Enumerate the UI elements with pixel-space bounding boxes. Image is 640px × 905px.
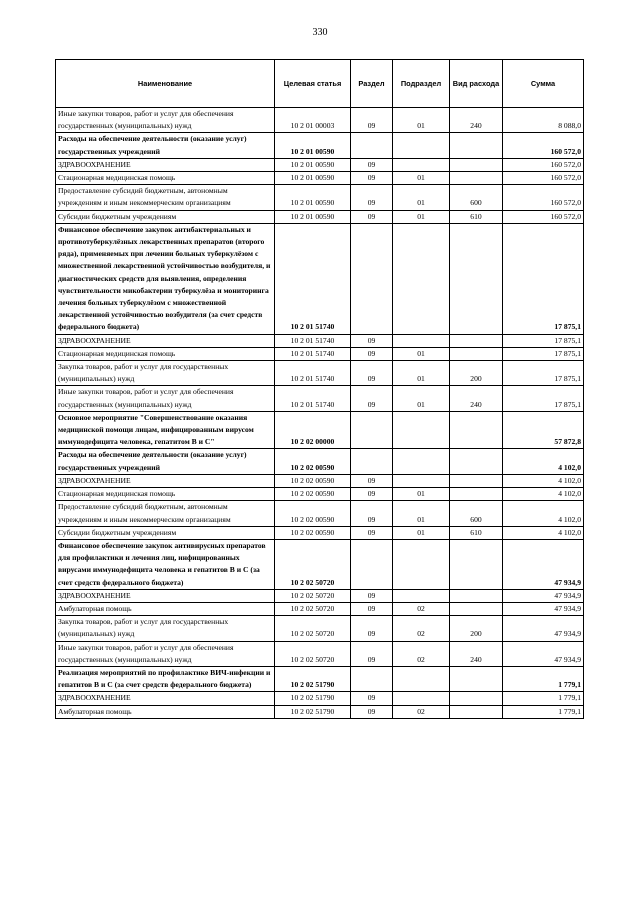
cell-expense-type <box>450 705 503 718</box>
cell-sum: 17 875,1 <box>503 223 584 334</box>
header-subsection: Подраздел <box>393 60 450 108</box>
cell-sum: 57 872,8 <box>503 411 584 449</box>
cell-sum: 1 779,1 <box>503 692 584 705</box>
cell-sum: 47 934,9 <box>503 589 584 602</box>
cell-target: 10 2 02 00000 <box>275 411 351 449</box>
cell-target: 10 2 02 50720 <box>275 589 351 602</box>
cell-sum: 17 875,1 <box>503 361 584 386</box>
table-row <box>56 641 584 666</box>
cell-section: 09 <box>351 158 393 171</box>
cell-sum: 17 875,1 <box>503 347 584 360</box>
cell-sum: 160 572,0 <box>503 158 584 171</box>
table-row <box>56 185 584 210</box>
cell-target: 10 2 01 51740 <box>275 361 351 386</box>
cell-name: Стационарная медицинская помощь <box>56 347 275 360</box>
table-header-row <box>56 60 584 108</box>
cell-sum: 160 572,0 <box>503 172 584 185</box>
cell-target: 10 2 01 51740 <box>275 223 351 334</box>
cell-sum: 17 875,1 <box>503 334 584 347</box>
cell-section: 09 <box>351 705 393 718</box>
table-row <box>56 539 584 589</box>
cell-target: 10 2 02 51790 <box>275 692 351 705</box>
cell-expense-type <box>450 449 503 474</box>
table-row <box>56 602 584 615</box>
cell-expense-type <box>450 172 503 185</box>
table-row <box>56 616 584 641</box>
cell-target: 10 2 01 00590 <box>275 158 351 171</box>
cell-name: Основное мероприятие "Совершенствование оказания медицинской помощи лицам, инфицированным вирусом иммунодефицита человека, гепатитом В и С" <box>56 411 275 449</box>
cell-subsection <box>393 158 450 171</box>
cell-section: 09 <box>351 641 393 666</box>
cell-name: Реализация мероприятий по профилактике ВИЧ-инфекции и гепатитов В и С (за счет средств федерального бюджета) <box>56 666 275 691</box>
cell-section <box>351 539 393 589</box>
cell-expense-type: 200 <box>450 616 503 641</box>
cell-expense-type: 240 <box>450 641 503 666</box>
cell-name: Предоставление субсидий бюджетным, автономным учреждениям и иным некоммерческим организациям <box>56 501 275 526</box>
cell-subsection: 01 <box>393 386 450 411</box>
cell-subsection: 01 <box>393 347 450 360</box>
cell-target: 10 2 02 50720 <box>275 616 351 641</box>
cell-sum: 160 572,0 <box>503 185 584 210</box>
cell-expense-type: 610 <box>450 210 503 223</box>
cell-name: Расходы на обеспечение деятельности (оказание услуг) государственных учреждений <box>56 449 275 474</box>
table-row <box>56 223 584 334</box>
cell-target: 10 2 01 00003 <box>275 108 351 133</box>
cell-expense-type <box>450 666 503 691</box>
cell-name: Расходы на обеспечение деятельности (оказание услуг) государственных учреждений <box>56 133 275 158</box>
cell-section: 09 <box>351 108 393 133</box>
cell-expense-type <box>450 158 503 171</box>
cell-sum: 4 102,0 <box>503 449 584 474</box>
table-row <box>56 474 584 487</box>
cell-name: ЗДРАВООХРАНЕНИЕ <box>56 474 275 487</box>
cell-section <box>351 133 393 158</box>
cell-expense-type: 610 <box>450 526 503 539</box>
cell-subsection <box>393 411 450 449</box>
cell-target: 10 2 02 51790 <box>275 666 351 691</box>
cell-name: Иные закупки товаров, работ и услуг для обеспечения государственных (муниципальных) нужд <box>56 641 275 666</box>
header-section: Раздел <box>351 60 393 108</box>
cell-subsection <box>393 589 450 602</box>
cell-section <box>351 449 393 474</box>
cell-expense-type <box>450 474 503 487</box>
cell-name: Иные закупки товаров, работ и услуг для обеспечения государственных (муниципальных) нужд <box>56 386 275 411</box>
table-row <box>56 334 584 347</box>
cell-expense-type <box>450 589 503 602</box>
table-row <box>56 133 584 158</box>
cell-expense-type <box>450 411 503 449</box>
cell-subsection <box>393 133 450 158</box>
cell-target: 10 2 02 00590 <box>275 449 351 474</box>
cell-subsection: 01 <box>393 526 450 539</box>
cell-target: 10 2 02 50720 <box>275 641 351 666</box>
cell-target: 10 2 01 00590 <box>275 185 351 210</box>
table-row <box>56 158 584 171</box>
cell-name: ЗДРАВООХРАНЕНИЕ <box>56 158 275 171</box>
table-row <box>56 692 584 705</box>
cell-section: 09 <box>351 589 393 602</box>
cell-subsection <box>393 474 450 487</box>
cell-subsection <box>393 692 450 705</box>
table-row <box>56 347 584 360</box>
cell-sum: 4 102,0 <box>503 474 584 487</box>
cell-sum: 4 102,0 <box>503 488 584 501</box>
cell-subsection: 01 <box>393 501 450 526</box>
cell-name: Амбулаторная помощь <box>56 705 275 718</box>
cell-target: 10 2 01 51740 <box>275 347 351 360</box>
header-target: Целевая статья <box>275 60 351 108</box>
cell-expense-type <box>450 347 503 360</box>
table-row <box>56 386 584 411</box>
cell-section: 09 <box>351 185 393 210</box>
table-row <box>56 210 584 223</box>
cell-subsection <box>393 539 450 589</box>
table-row <box>56 705 584 718</box>
cell-section: 09 <box>351 602 393 615</box>
cell-target: 10 2 01 00590 <box>275 133 351 158</box>
table-row <box>56 488 584 501</box>
cell-expense-type <box>450 223 503 334</box>
cell-section <box>351 411 393 449</box>
cell-name: Амбулаторная помощь <box>56 602 275 615</box>
cell-name: ЗДРАВООХРАНЕНИЕ <box>56 589 275 602</box>
cell-section: 09 <box>351 526 393 539</box>
cell-subsection: 01 <box>393 108 450 133</box>
cell-subsection: 02 <box>393 641 450 666</box>
table-row <box>56 172 584 185</box>
cell-name: Предоставление субсидий бюджетным, автономным учреждениям и иным некоммерческим организациям <box>56 185 275 210</box>
cell-sum: 160 572,0 <box>503 133 584 158</box>
cell-target: 10 2 01 00590 <box>275 210 351 223</box>
cell-target: 10 2 02 00590 <box>275 501 351 526</box>
cell-name: Субсидии бюджетным учреждениям <box>56 526 275 539</box>
cell-target: 10 2 02 00590 <box>275 526 351 539</box>
cell-subsection: 01 <box>393 185 450 210</box>
page-number: 330 <box>312 27 328 38</box>
cell-name: Закупка товаров, работ и услуг для государственных (муниципальных) нужд <box>56 361 275 386</box>
cell-target: 10 2 02 50720 <box>275 602 351 615</box>
cell-sum: 1 779,1 <box>503 705 584 718</box>
cell-target: 10 2 01 00590 <box>275 172 351 185</box>
cell-expense-type <box>450 692 503 705</box>
cell-target: 10 2 02 51790 <box>275 705 351 718</box>
cell-expense-type: 240 <box>450 108 503 133</box>
cell-section <box>351 223 393 334</box>
cell-section: 09 <box>351 488 393 501</box>
cell-section: 09 <box>351 501 393 526</box>
cell-expense-type: 600 <box>450 185 503 210</box>
budget-table <box>55 59 584 719</box>
table-row <box>56 666 584 691</box>
cell-section: 09 <box>351 616 393 641</box>
cell-expense-type: 240 <box>450 386 503 411</box>
cell-subsection <box>393 223 450 334</box>
cell-sum: 47 934,9 <box>503 641 584 666</box>
cell-name: Финансовое обеспечение закупок антивирусных препаратов для профилактики и лечения лиц, инфицированных вирусами иммунодефицита человека и гепатитов В и С (за счет средств федерального бюджета) <box>56 539 275 589</box>
cell-section: 09 <box>351 172 393 185</box>
cell-subsection <box>393 449 450 474</box>
cell-expense-type: 600 <box>450 501 503 526</box>
cell-subsection <box>393 334 450 347</box>
cell-expense-type <box>450 602 503 615</box>
cell-expense-type <box>450 488 503 501</box>
table-row <box>56 589 584 602</box>
cell-section: 09 <box>351 334 393 347</box>
table-row <box>56 361 584 386</box>
cell-name: Финансовое обеспечение закупок антибактериальных и противотуберкулёзных лекарственных препаратов (второго ряда), применяемых при лечении больных туберкулёзом с множественной лекарственной устойчивостью возбудителя, и диагностических средств для выявления, определения чувствительности микобактерии туберкулёза и мониторинга лечения больных туберкулёзом с множественной лекарственной устойчивостью возбудителя (за счет средств федерального бюджета) <box>56 223 275 334</box>
cell-sum: 8 088,0 <box>503 108 584 133</box>
cell-sum: 47 934,9 <box>503 602 584 615</box>
cell-subsection: 01 <box>393 361 450 386</box>
cell-section: 09 <box>351 386 393 411</box>
cell-name: Стационарная медицинская помощь <box>56 488 275 501</box>
table-row <box>56 501 584 526</box>
cell-section: 09 <box>351 210 393 223</box>
cell-subsection: 02 <box>393 616 450 641</box>
cell-sum: 4 102,0 <box>503 526 584 539</box>
cell-subsection: 02 <box>393 705 450 718</box>
cell-section: 09 <box>351 692 393 705</box>
cell-name: Стационарная медицинская помощь <box>56 172 275 185</box>
cell-target: 10 2 02 50720 <box>275 539 351 589</box>
cell-sum: 160 572,0 <box>503 210 584 223</box>
cell-expense-type: 200 <box>450 361 503 386</box>
cell-sum: 1 779,1 <box>503 666 584 691</box>
cell-subsection: 01 <box>393 210 450 223</box>
table-body <box>56 108 584 719</box>
cell-sum: 17 875,1 <box>503 386 584 411</box>
cell-sum: 47 934,9 <box>503 539 584 589</box>
cell-name: ЗДРАВООХРАНЕНИЕ <box>56 692 275 705</box>
cell-target: 10 2 01 51740 <box>275 334 351 347</box>
cell-section <box>351 666 393 691</box>
cell-sum: 4 102,0 <box>503 501 584 526</box>
cell-subsection: 01 <box>393 172 450 185</box>
table-row <box>56 411 584 449</box>
cell-name: Иные закупки товаров, работ и услуг для обеспечения государственных (муниципальных) нужд <box>56 108 275 133</box>
table-row <box>56 526 584 539</box>
cell-subsection: 01 <box>393 488 450 501</box>
cell-name: Субсидии бюджетным учреждениям <box>56 210 275 223</box>
header-sum: Сумма <box>503 60 584 108</box>
cell-expense-type <box>450 133 503 158</box>
header-name: Наименование <box>56 60 275 108</box>
header-expense-type: Вид расхода <box>450 60 503 108</box>
cell-target: 10 2 02 00590 <box>275 488 351 501</box>
cell-sum: 47 934,9 <box>503 616 584 641</box>
cell-section: 09 <box>351 474 393 487</box>
cell-name: ЗДРАВООХРАНЕНИЕ <box>56 334 275 347</box>
cell-subsection: 02 <box>393 602 450 615</box>
cell-target: 10 2 01 51740 <box>275 386 351 411</box>
cell-expense-type <box>450 539 503 589</box>
cell-section: 09 <box>351 361 393 386</box>
table-row <box>56 108 584 133</box>
cell-expense-type <box>450 334 503 347</box>
cell-target: 10 2 02 00590 <box>275 474 351 487</box>
cell-subsection <box>393 666 450 691</box>
table-row <box>56 449 584 474</box>
cell-name: Закупка товаров, работ и услуг для государственных (муниципальных) нужд <box>56 616 275 641</box>
cell-section: 09 <box>351 347 393 360</box>
